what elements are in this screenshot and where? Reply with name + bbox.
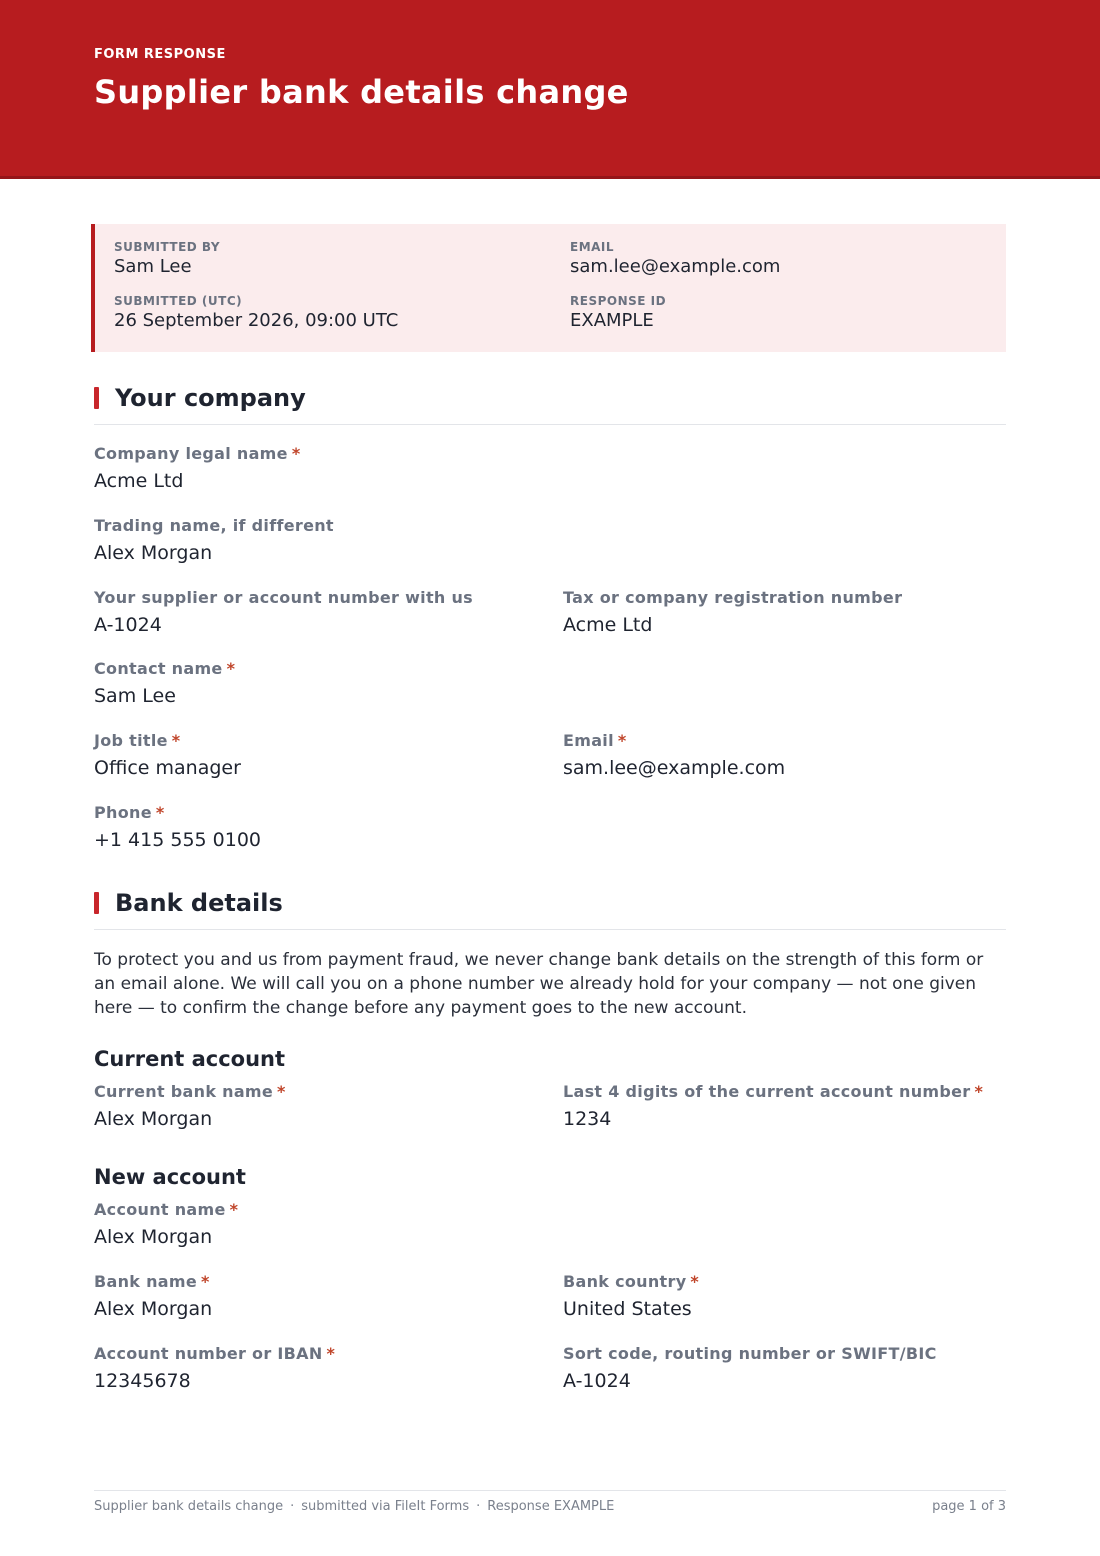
required-marker: * [291,444,301,463]
section-accent-bar [94,892,99,914]
field-label: Tax or company registration number [563,588,903,607]
section-heading: Bank details [115,889,283,917]
field-label: Your supplier or account number with us [94,588,473,607]
footer-form-name: Supplier bank details change [94,1499,284,1514]
field-value: A-1024 [94,614,162,636]
field-label: Email * [563,731,627,750]
field-value: Alex Morgan [94,1108,213,1130]
field-company-legal-name [94,444,300,492]
meta-label: EMAIL [570,240,615,254]
field-value: sam.lee@example.com [563,757,786,779]
required-marker: * [201,1272,210,1291]
field-value: Acme Ltd [94,470,184,492]
field-label: Sort code, routing number or SWIFT/BIC [563,1344,937,1363]
new-account-heading: New account [94,1165,246,1189]
field-contact-name [94,659,235,707]
section-accent-bar [94,387,99,409]
field-current-last4 [563,1082,983,1130]
meta-label: SUBMITTED BY [114,240,221,254]
meta-label: RESPONSE ID [570,294,667,308]
field-value: 1234 [563,1108,612,1130]
field-sort-code [563,1344,937,1392]
field-bank-country [563,1272,699,1320]
field-tax-number [563,588,902,636]
meta-submitted-utc [114,294,398,331]
required-marker: * [229,1200,239,1219]
field-value: +1 415 555 0100 [94,829,262,851]
section-heading: Your company [115,384,306,412]
field-value: Alex Morgan [94,1298,213,1320]
field-job-title [94,731,241,779]
field-trading-name [94,516,334,564]
required-marker: * [617,731,627,750]
footer-info [94,1499,614,1514]
required-marker: * [326,1344,336,1363]
required-marker: * [155,803,165,822]
field-phone [94,803,261,851]
meta-value: EXAMPLE [570,310,654,331]
field-value: A-1024 [563,1370,631,1392]
footer-via: submitted via FileIt Forms [301,1499,470,1514]
field-label: Account number or IBAN * [94,1344,336,1363]
fraud-notice: To protect you and us from payment fraud, we never change bank details on the strength of this form or an email alone. We will call you on a phone number we already hold for your company — not one given here — to confirm the change before any payment goes to the new account. [94,950,984,1018]
footer-response: Response EXAMPLE [487,1499,615,1514]
form-type-label: FORM RESPONSE [94,47,226,62]
field-label: Account name * [94,1200,239,1219]
field-value: Office manager [94,757,241,779]
required-marker: * [171,731,181,750]
field-value: United States [563,1298,692,1320]
field-label: Current bank name * [94,1082,286,1101]
meta-label: SUBMITTED (UTC) [114,294,243,308]
field-label: Last 4 digits of the current account number * [563,1082,984,1101]
field-label: Trading name, if different [94,516,334,535]
field-label: Phone * [94,803,165,822]
field-label: Company legal name * [94,444,301,463]
meta-value: 26 September 2026, 09:00 UTC [114,310,399,331]
meta-value: Sam Lee [114,256,192,277]
required-marker: * [974,1082,984,1101]
field-bank-name [94,1272,212,1320]
field-value: Sam Lee [94,685,176,707]
footer-separator: · [290,1499,295,1514]
page-number: page 1 of 3 [932,1499,1006,1514]
page-footer [94,1490,1006,1520]
section-your-company [94,382,1006,425]
field-label: Job title * [94,731,181,750]
field-account-name [94,1200,238,1248]
field-value: Alex Morgan [94,1226,213,1248]
submission-meta-panel [91,224,1006,352]
meta-email [570,240,780,277]
field-email [563,731,785,779]
field-current-bank-name [94,1082,286,1130]
required-marker: * [277,1082,286,1101]
page-title: Supplier bank details change [94,73,629,111]
field-value: Alex Morgan [94,542,213,564]
footer-separator: · [476,1499,481,1514]
field-label: Contact name * [94,659,236,678]
field-supplier-number [94,588,473,636]
required-marker: * [690,1272,700,1291]
field-label: Bank country * [563,1272,700,1291]
field-account-number [94,1344,335,1392]
meta-response-id [570,294,666,331]
required-marker: * [226,659,236,678]
meta-value: sam.lee@example.com [570,256,781,277]
field-value: Acme Ltd [563,614,653,636]
current-account-heading: Current account [94,1047,286,1071]
field-label: Bank name * [94,1272,210,1291]
section-bank-details [94,887,1006,930]
field-value: 12345678 [94,1370,191,1392]
meta-submitted-by [114,240,220,277]
page-header [0,0,1100,179]
